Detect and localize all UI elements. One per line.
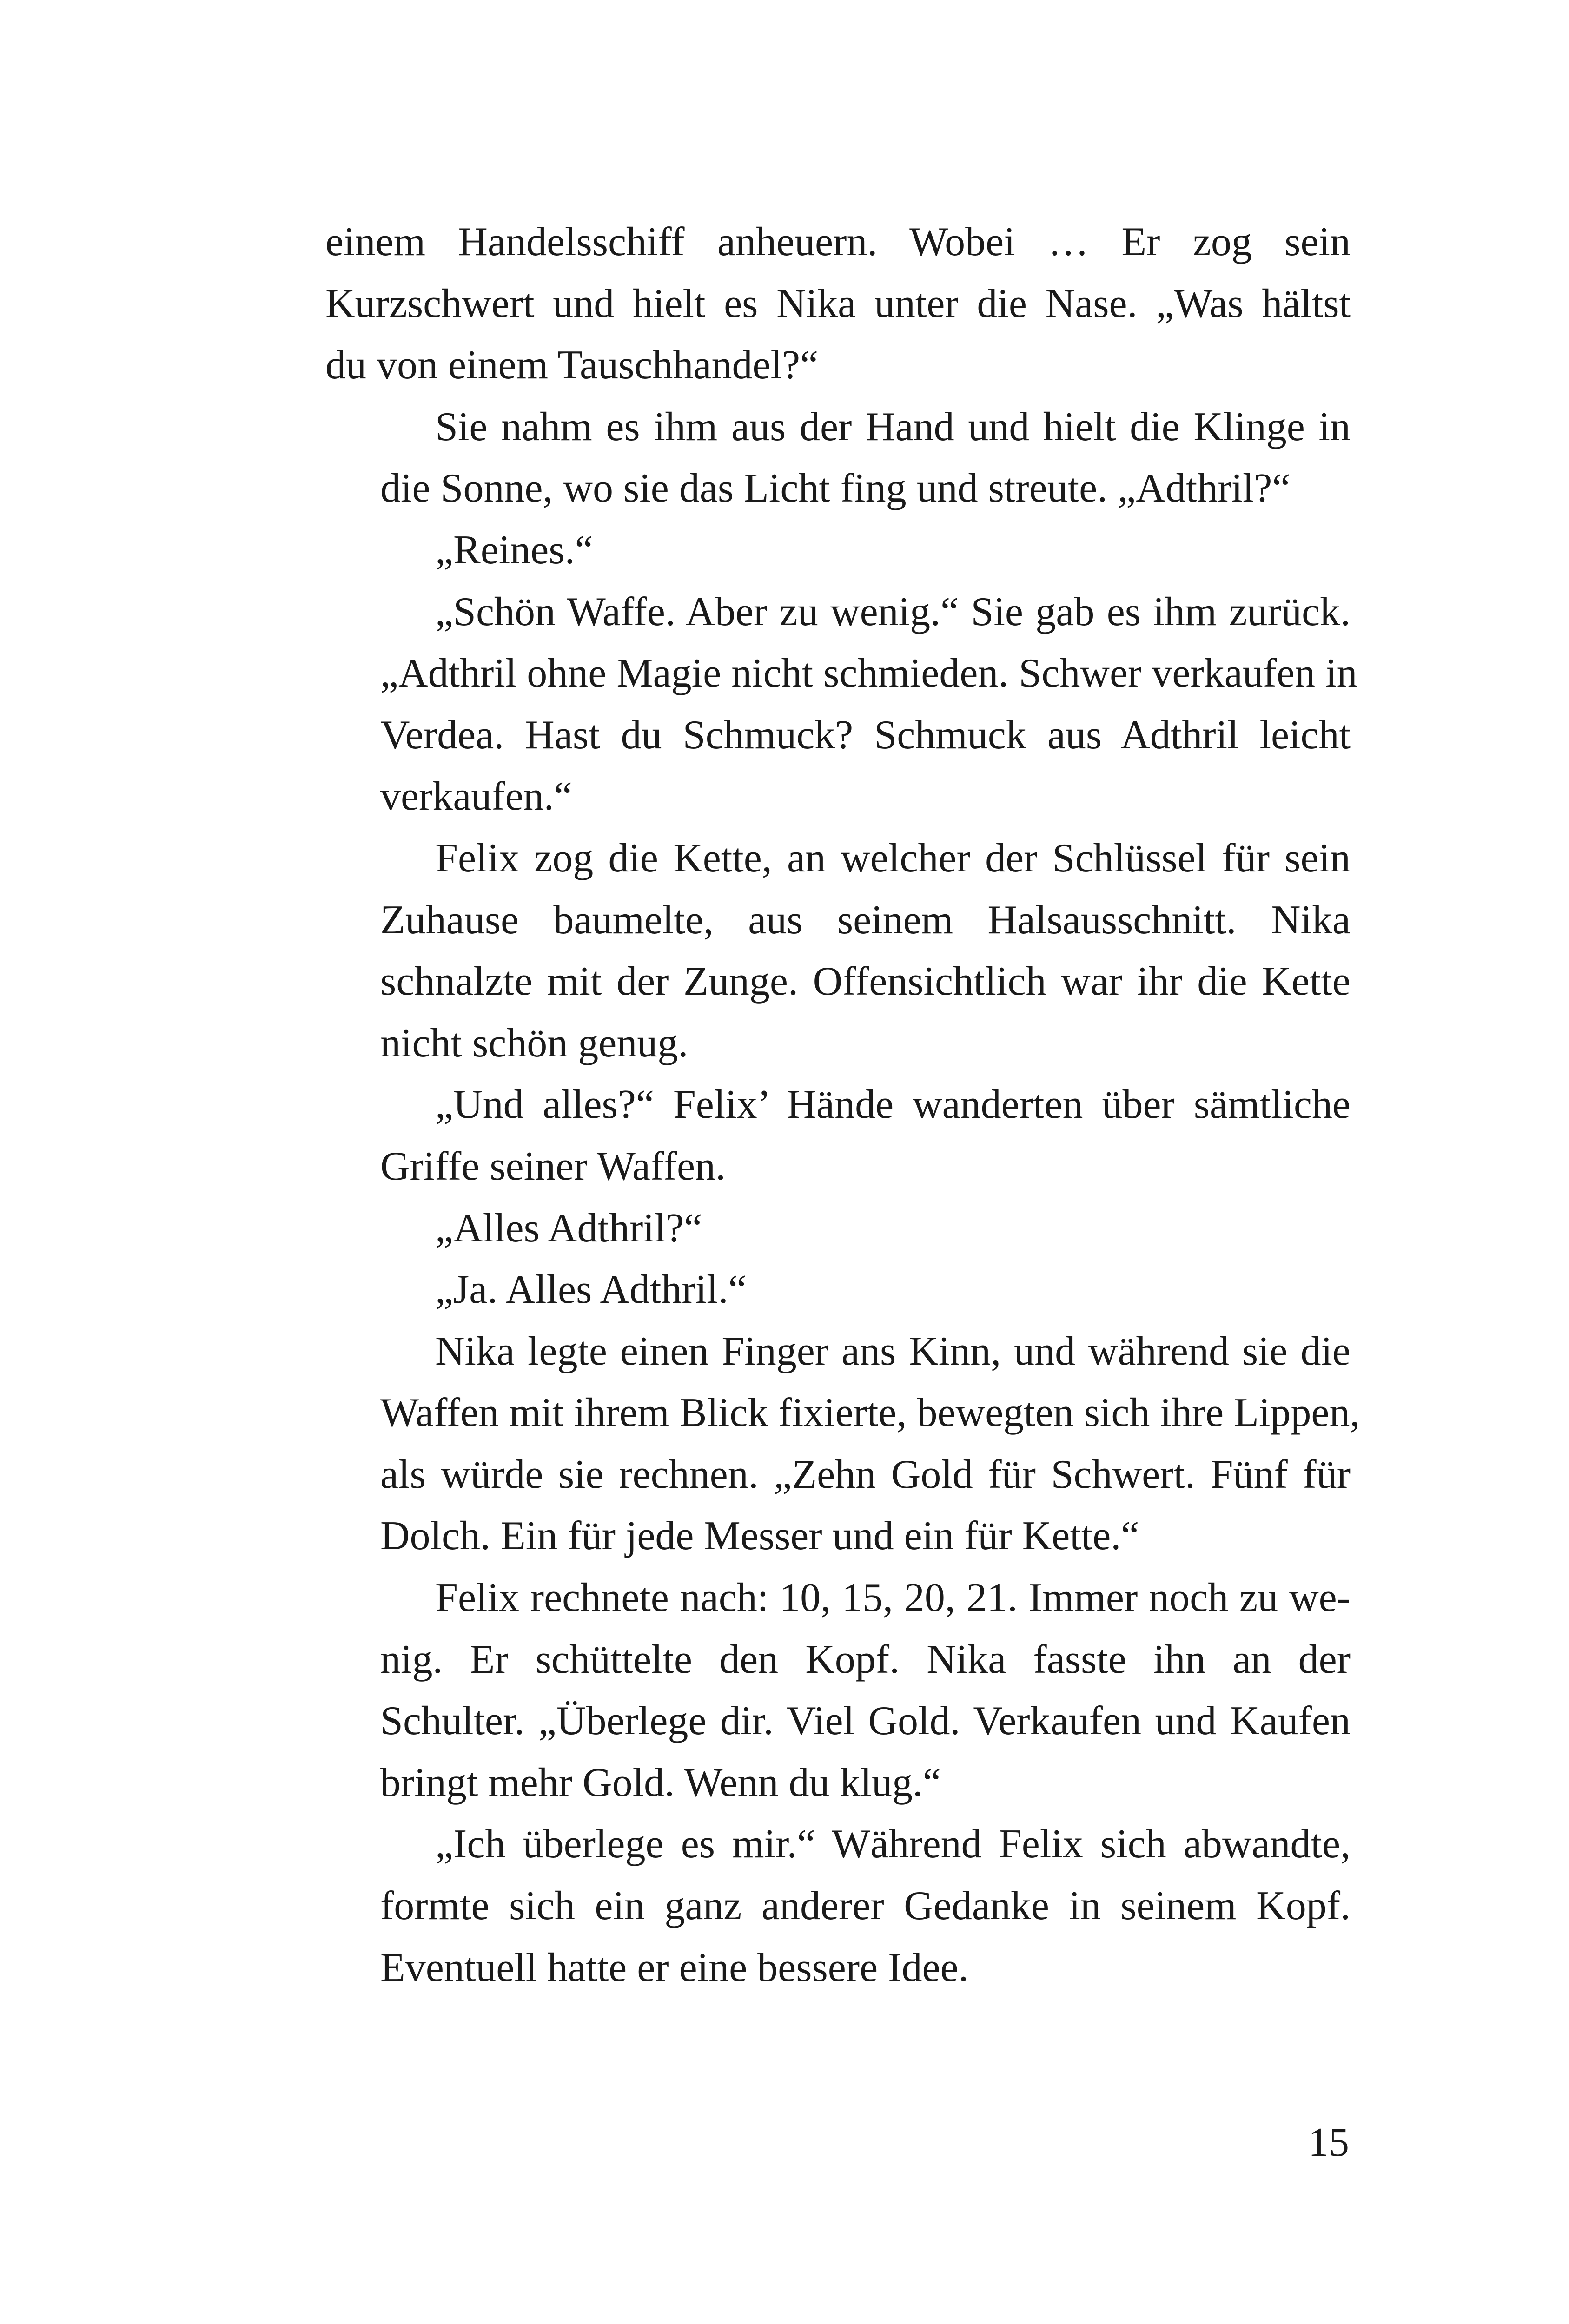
text-line: Kurzschwert und hielt es Nika unter die Nase. „Was hältst bbox=[325, 281, 1351, 326]
text-line: „Ich überlege es mir.“ Während Felix sich abwandte, bbox=[435, 1822, 1351, 1867]
paragraph-1 bbox=[325, 211, 1351, 396]
paragraph-6 bbox=[325, 1074, 1351, 1197]
text-line: schnalzte mit der Zunge. Offensichtlich war ihr die Kette bbox=[380, 959, 1351, 1004]
text-line: Schulter. „Überlege dir. Viel Gold. Verkaufen und Kaufen bbox=[380, 1698, 1351, 1744]
text-line: Waffen mit ihrem Blick fixierte, bewegten sich ihre Lippen, bbox=[380, 1390, 1360, 1436]
text-line: „Und alles?“ Felix’ Hände wanderten über sämtliche bbox=[435, 1082, 1351, 1128]
paragraph-10 bbox=[325, 1567, 1351, 1814]
text-line: Griffe seiner Waffen. bbox=[380, 1143, 726, 1189]
text-line: „Ja. Alles Adthril.“ bbox=[435, 1267, 747, 1313]
text-line: nig. Er schüttelte den Kopf. Nika fasste ihn an der bbox=[380, 1637, 1351, 1682]
text-line: Felix rechnete nach: 10, 15, 20, 21. Immer noch zu we- bbox=[435, 1575, 1351, 1621]
paragraph-9 bbox=[325, 1321, 1360, 1567]
paragraph-7 bbox=[325, 1198, 1351, 1260]
text-line: Eventuell hatte er eine bessere Idee. bbox=[380, 1945, 969, 1990]
body-text bbox=[325, 211, 1360, 1999]
text-line: einem Handelsschiff anheuern. Wobei … Er zog sein bbox=[325, 219, 1351, 264]
text-line: Nika legte einen Finger ans Kinn, und während sie die bbox=[435, 1328, 1351, 1374]
text-line: verkaufen.“ bbox=[380, 774, 572, 819]
page-number: 15 bbox=[1308, 2120, 1349, 2165]
text-line: formte sich ein ganz anderer Gedanke in seinem Kopf. bbox=[380, 1883, 1351, 1929]
text-line: Zuhause baumelte, aus seinem Halsausschnitt. Nika bbox=[380, 897, 1351, 943]
text-line: „Reines.“ bbox=[435, 527, 593, 573]
paragraph-3 bbox=[325, 520, 1351, 581]
text-line: die Sonne, wo sie das Licht fing und streute. „Adthril?“ bbox=[380, 466, 1291, 511]
text-line: Felix zog die Kette, an welcher der Schlüssel für sein bbox=[435, 835, 1351, 881]
text-line: du von einem Tauschhandel?“ bbox=[325, 343, 819, 388]
text-line: „Alles Adthril?“ bbox=[435, 1205, 702, 1251]
text-line: als würde sie rechnen. „Zehn Gold für Schwert. Fünf für bbox=[380, 1452, 1351, 1497]
paragraph-2 bbox=[325, 396, 1351, 520]
text-line: nicht schön genug. bbox=[380, 1020, 689, 1066]
paragraph-5 bbox=[325, 828, 1351, 1074]
text-line: Dolch. Ein für jede Messer und ein für Kette.“ bbox=[380, 1513, 1139, 1559]
paragraph-11 bbox=[325, 1814, 1351, 1999]
text-line: „Schön Waffe. Aber zu wenig.“ Sie gab es ihm zurück. bbox=[435, 589, 1351, 634]
paragraph-4 bbox=[325, 581, 1357, 828]
paragraph-8 bbox=[325, 1259, 1351, 1321]
text-line: Sie nahm es ihm aus der Hand und hielt die Klinge in bbox=[435, 404, 1351, 449]
text-line: bringt mehr Gold. Wenn du klug.“ bbox=[380, 1760, 941, 1805]
text-line: „Adthril ohne Magie nicht schmieden. Schwer verkaufen in bbox=[380, 651, 1357, 696]
text-line: Verdea. Hast du Schmuck? Schmuck aus Adthril leicht bbox=[380, 712, 1351, 758]
